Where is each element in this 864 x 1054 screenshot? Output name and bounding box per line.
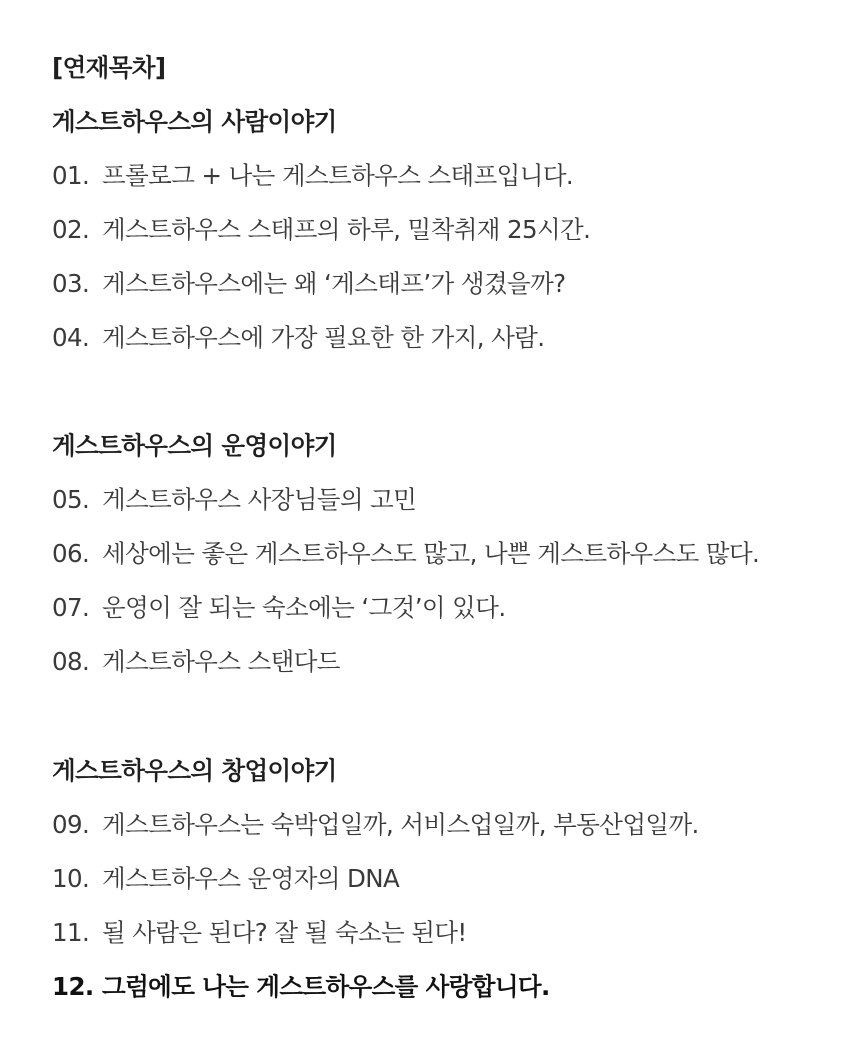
toc-item-text: 세상에는 좋은 게스트하우스도 많고, 나쁜 게스트하우스도 많다. <box>102 539 760 568</box>
section-heading-startup: 게스트하우스의 창업이야기 <box>52 756 337 785</box>
toc-item-08 <box>52 647 340 677</box>
toc-item-11 <box>52 918 467 948</box>
toc-item-06 <box>52 539 759 569</box>
toc-item-09 <box>52 810 699 840</box>
toc-item-12 <box>52 972 550 1002</box>
toc-title: [연재목차] <box>52 53 166 82</box>
toc-item-number: 07. <box>52 593 90 622</box>
toc-item-text: 게스트하우스 운영자의 DNA <box>102 864 400 893</box>
toc-item-number: 01. <box>52 161 90 190</box>
toc-item-number: 10. <box>52 864 90 893</box>
toc-item-number: 05. <box>52 485 90 514</box>
toc-item-text: 게스트하우스 스탠다드 <box>102 647 340 676</box>
toc-item-number: 09. <box>52 810 90 839</box>
toc-item-text: 게스트하우스 스태프의 하루, 밀착취재 25시간. <box>102 215 591 244</box>
toc-item-text: 운영이 잘 되는 숙소에는 ‘그것’이 있다. <box>102 593 506 622</box>
toc-item-text: 게스트하우스는 숙박업일까, 서비스업일까, 부동산업일까. <box>102 810 699 839</box>
toc-item-text: 그럼에도 나는 게스트하우스를 사랑합니다. <box>102 972 550 1001</box>
toc-item-03 <box>52 269 566 299</box>
toc-item-number: 08. <box>52 647 90 676</box>
section-heading-people: 게스트하우스의 사람이야기 <box>52 107 337 136</box>
toc-item-number: 02. <box>52 215 90 244</box>
toc-item-07 <box>52 593 506 623</box>
toc-item-02 <box>52 215 590 245</box>
toc-item-04 <box>52 323 544 353</box>
toc-item-number: 11. <box>52 918 90 947</box>
toc-item-text: 될 사람은 된다? 잘 될 숙소는 된다! <box>102 918 467 947</box>
toc-item-number: 03. <box>52 269 90 298</box>
toc-item-05 <box>52 485 416 515</box>
toc-item-text: 게스트하우스에는 왜 ‘게스태프’가 생겼을까? <box>102 269 566 298</box>
toc-item-text: 게스트하우스 사장님들의 고민 <box>102 485 417 514</box>
toc-item-number: 12. <box>52 972 94 1001</box>
toc-item-text: 게스트하우스에 가장 필요한 한 가지, 사람. <box>102 323 545 352</box>
toc-item-number: 04. <box>52 323 90 352</box>
toc-item-01 <box>52 161 573 191</box>
toc-item-number: 06. <box>52 539 90 568</box>
toc-item-10 <box>52 864 399 894</box>
toc-item-text: 프롤로그 + 나는 게스트하우스 스태프입니다. <box>102 161 574 190</box>
section-heading-operation: 게스트하우스의 운영이야기 <box>52 431 337 460</box>
